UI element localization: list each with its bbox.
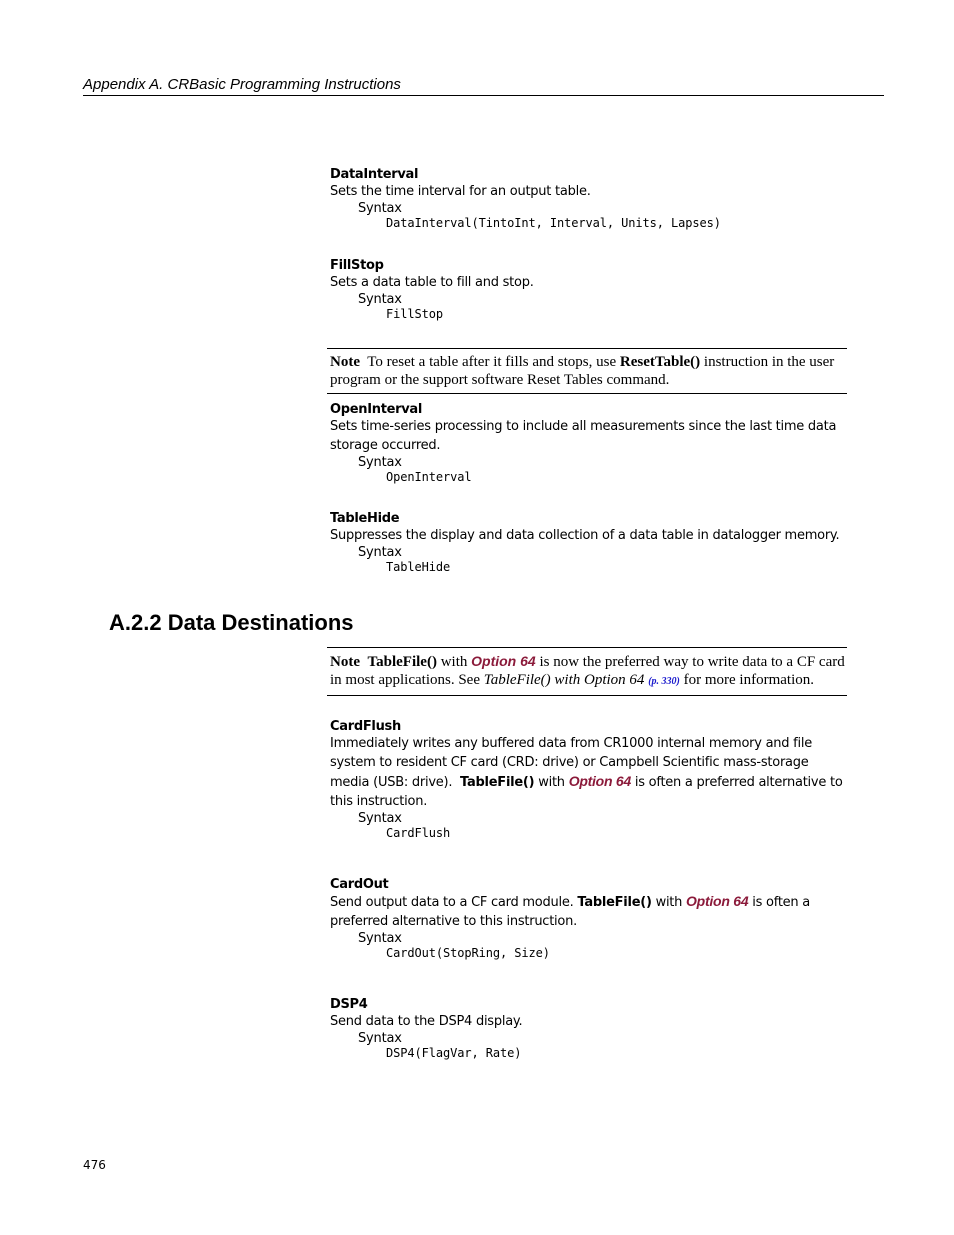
- entry-description: Sets the time interval for an output table.: [330, 184, 591, 199]
- entry-title: FillStop: [330, 258, 384, 273]
- description-bold-text: TableFile(): [460, 775, 535, 790]
- note-tablefile: [327, 647, 847, 696]
- entry-description-line: preferred alternative to this instruction.: [330, 914, 577, 929]
- option-link[interactable]: Option 64: [471, 653, 536, 669]
- note-text: is now the preferred way to write data to a CF card in most applications. See: [330, 654, 845, 688]
- entry-description-line: [330, 892, 846, 912]
- entry-description: Sets a data table to fill and stop.: [330, 275, 534, 290]
- entry-description: Suppresses the display and data collection of a data table in datalogger memory.: [330, 528, 840, 543]
- syntax-code: DataInterval(TintoInt, Interval, Units, Lapses): [386, 216, 721, 230]
- note-italic-text: TableFile() with Option 64: [483, 672, 645, 688]
- entry-cardout: [330, 877, 846, 960]
- note-bold-text: TableFile(): [367, 654, 437, 670]
- entry-description-line: this instruction.: [330, 794, 428, 809]
- entry-title: CardOut: [330, 877, 389, 892]
- syntax-label: Syntax: [358, 455, 402, 470]
- syntax-label: Syntax: [358, 1031, 402, 1046]
- syntax-code: FillStop: [386, 307, 443, 321]
- entry-title: CardFlush: [330, 719, 401, 734]
- entry-title: DSP4: [330, 997, 368, 1012]
- syntax-label: Syntax: [358, 811, 402, 826]
- entry-fillstop: [330, 258, 846, 321]
- entry-description: Send data to the DSP4 display.: [330, 1014, 523, 1029]
- page-reference-link[interactable]: (p. 330): [648, 676, 680, 687]
- entry-datainterval: [330, 167, 846, 230]
- description-bold-text: TableFile(): [577, 895, 652, 910]
- entry-tablehide: [330, 511, 846, 574]
- note-text: for more information.: [683, 672, 814, 688]
- entry-description-line: system to resident CF card (CRD: drive) or Campbell Scientific mass-storage: [330, 755, 809, 770]
- section-heading: A.2.2 Data Destinations: [109, 610, 354, 635]
- note-text: instruction in the user program or the support software Reset Tables command.: [330, 354, 835, 388]
- entry-cardflush: [330, 719, 846, 840]
- entry-dsp4: [330, 997, 846, 1060]
- note-text: with: [440, 654, 468, 670]
- entry-description-line: Sets time-series processing to include all measurements since the last time data: [330, 419, 837, 434]
- description-text: with: [655, 895, 683, 910]
- note-text: To reset a table after it fills and stops, use: [367, 354, 617, 370]
- page-number: 476: [83, 1158, 106, 1172]
- description-text: with: [538, 775, 565, 790]
- entry-title: TableHide: [330, 511, 400, 526]
- option-link[interactable]: Option 64: [568, 773, 631, 789]
- entry-openinterval: [330, 402, 846, 484]
- syntax-label: Syntax: [358, 201, 402, 216]
- description-text: Send output data to a CF card module.: [330, 895, 574, 910]
- option-link[interactable]: Option 64: [686, 893, 749, 909]
- syntax-code: OpenInterval: [386, 470, 472, 484]
- syntax-label: Syntax: [358, 545, 402, 560]
- entry-description-line: Immediately writes any buffered data from CR1000 internal memory and file: [330, 736, 812, 751]
- syntax-code: DSP4(FlagVar, Rate): [386, 1046, 522, 1060]
- syntax-label: Syntax: [358, 292, 402, 307]
- entry-title: DataInterval: [330, 167, 419, 182]
- note-bold-text: ResetTable(): [619, 354, 701, 370]
- entry-description-line: [330, 772, 846, 792]
- page-header: Appendix A. CRBasic Programming Instructions: [83, 76, 884, 96]
- syntax-code: TableHide: [386, 560, 451, 574]
- note-label: Note: [330, 654, 360, 670]
- note-reset-table: [327, 348, 847, 394]
- syntax-code: CardFlush: [386, 826, 451, 840]
- syntax-code: CardOut(StopRing, Size): [386, 946, 550, 960]
- description-text: media (USB: drive).: [330, 775, 453, 790]
- note-label: Note: [330, 354, 360, 370]
- entry-title: OpenInterval: [330, 402, 423, 417]
- syntax-label: Syntax: [358, 931, 402, 946]
- description-text: is often a: [752, 895, 811, 910]
- entry-description-line: storage occurred.: [330, 438, 441, 453]
- description-text: is often a preferred alternative to: [634, 775, 843, 790]
